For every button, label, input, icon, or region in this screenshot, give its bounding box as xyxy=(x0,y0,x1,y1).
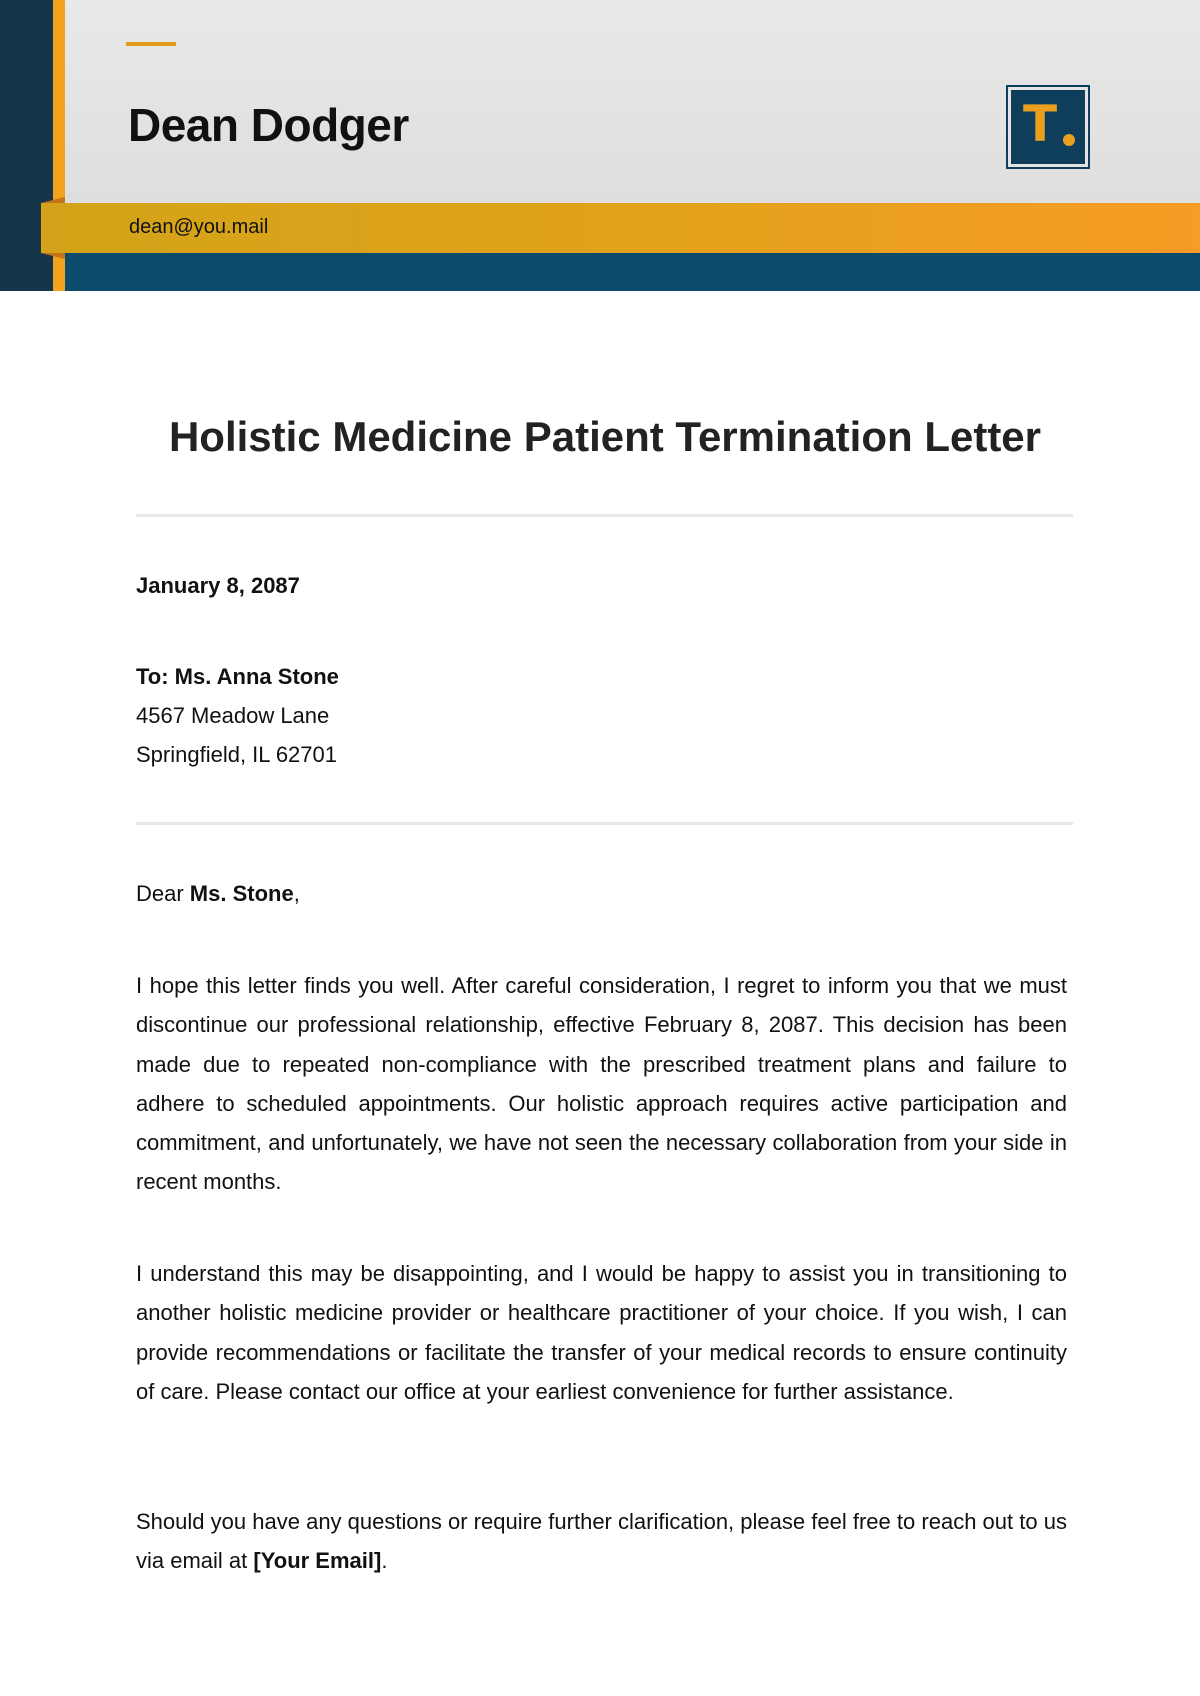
email-placeholder: [Your Email] xyxy=(253,1548,382,1574)
recipient-city: Springfield, IL 62701 xyxy=(136,742,337,767)
salutation-prefix: Dear xyxy=(136,881,190,906)
salutation-name: Ms. Stone xyxy=(189,881,294,906)
document-title: Holistic Medicine Patient Termination Letter xyxy=(168,413,1042,460)
body-paragraph-1: I hope this letter finds you well. After careful consideration, I regret to inform you that we must discontinue our professional relationship, effective February 8, 2087. This decision has been made due to repeated non-compliance with the prescribed treatment plans and failure to adhere to scheduled appointments. Our holistic approach requires active participation and commitment, and unfortunately, we have not seen the necessary collaboration from your side in recent months. xyxy=(136,973,1067,1195)
company-logo xyxy=(1006,85,1090,169)
logo-mark xyxy=(1011,90,1085,164)
sender-email: dean@you.mail xyxy=(129,216,269,238)
closing-end: . xyxy=(381,1548,388,1574)
recipient-to-line: To: Ms. Anna Stone xyxy=(136,664,339,689)
divider-top xyxy=(136,514,1073,517)
letterhead xyxy=(0,0,1200,291)
recipient-street: 4567 Meadow Lane xyxy=(136,703,330,728)
closing-text: Should you have any questions or require further clarification, please feel free to reach out to us via email at xyxy=(136,1509,1067,1574)
salutation xyxy=(136,874,1067,913)
email-band-fold-bottom xyxy=(41,253,65,259)
letterhead-bottom-band xyxy=(0,253,1200,291)
closing-paragraph xyxy=(136,1502,1067,1581)
letter-date: January 8, 2087 xyxy=(136,573,300,598)
body-paragraph-2: I understand this may be disappointing, and I would be happy to assist you in transitioning to another holistic medicine provider or healthcare practitioner of your choice. If you wish, I can provide recommendations or facilitate the transfer of your medical records to ensure continuity of care. Please contact our office at your earliest convenience for further assistance. xyxy=(136,1261,1067,1404)
salutation-suffix: , xyxy=(293,881,300,906)
divider-middle xyxy=(136,822,1073,825)
accent-dash xyxy=(126,42,176,46)
sender-name: Dean Dodger xyxy=(128,99,409,151)
logo-dot xyxy=(1063,134,1075,146)
logo-letter: T xyxy=(1023,95,1058,153)
